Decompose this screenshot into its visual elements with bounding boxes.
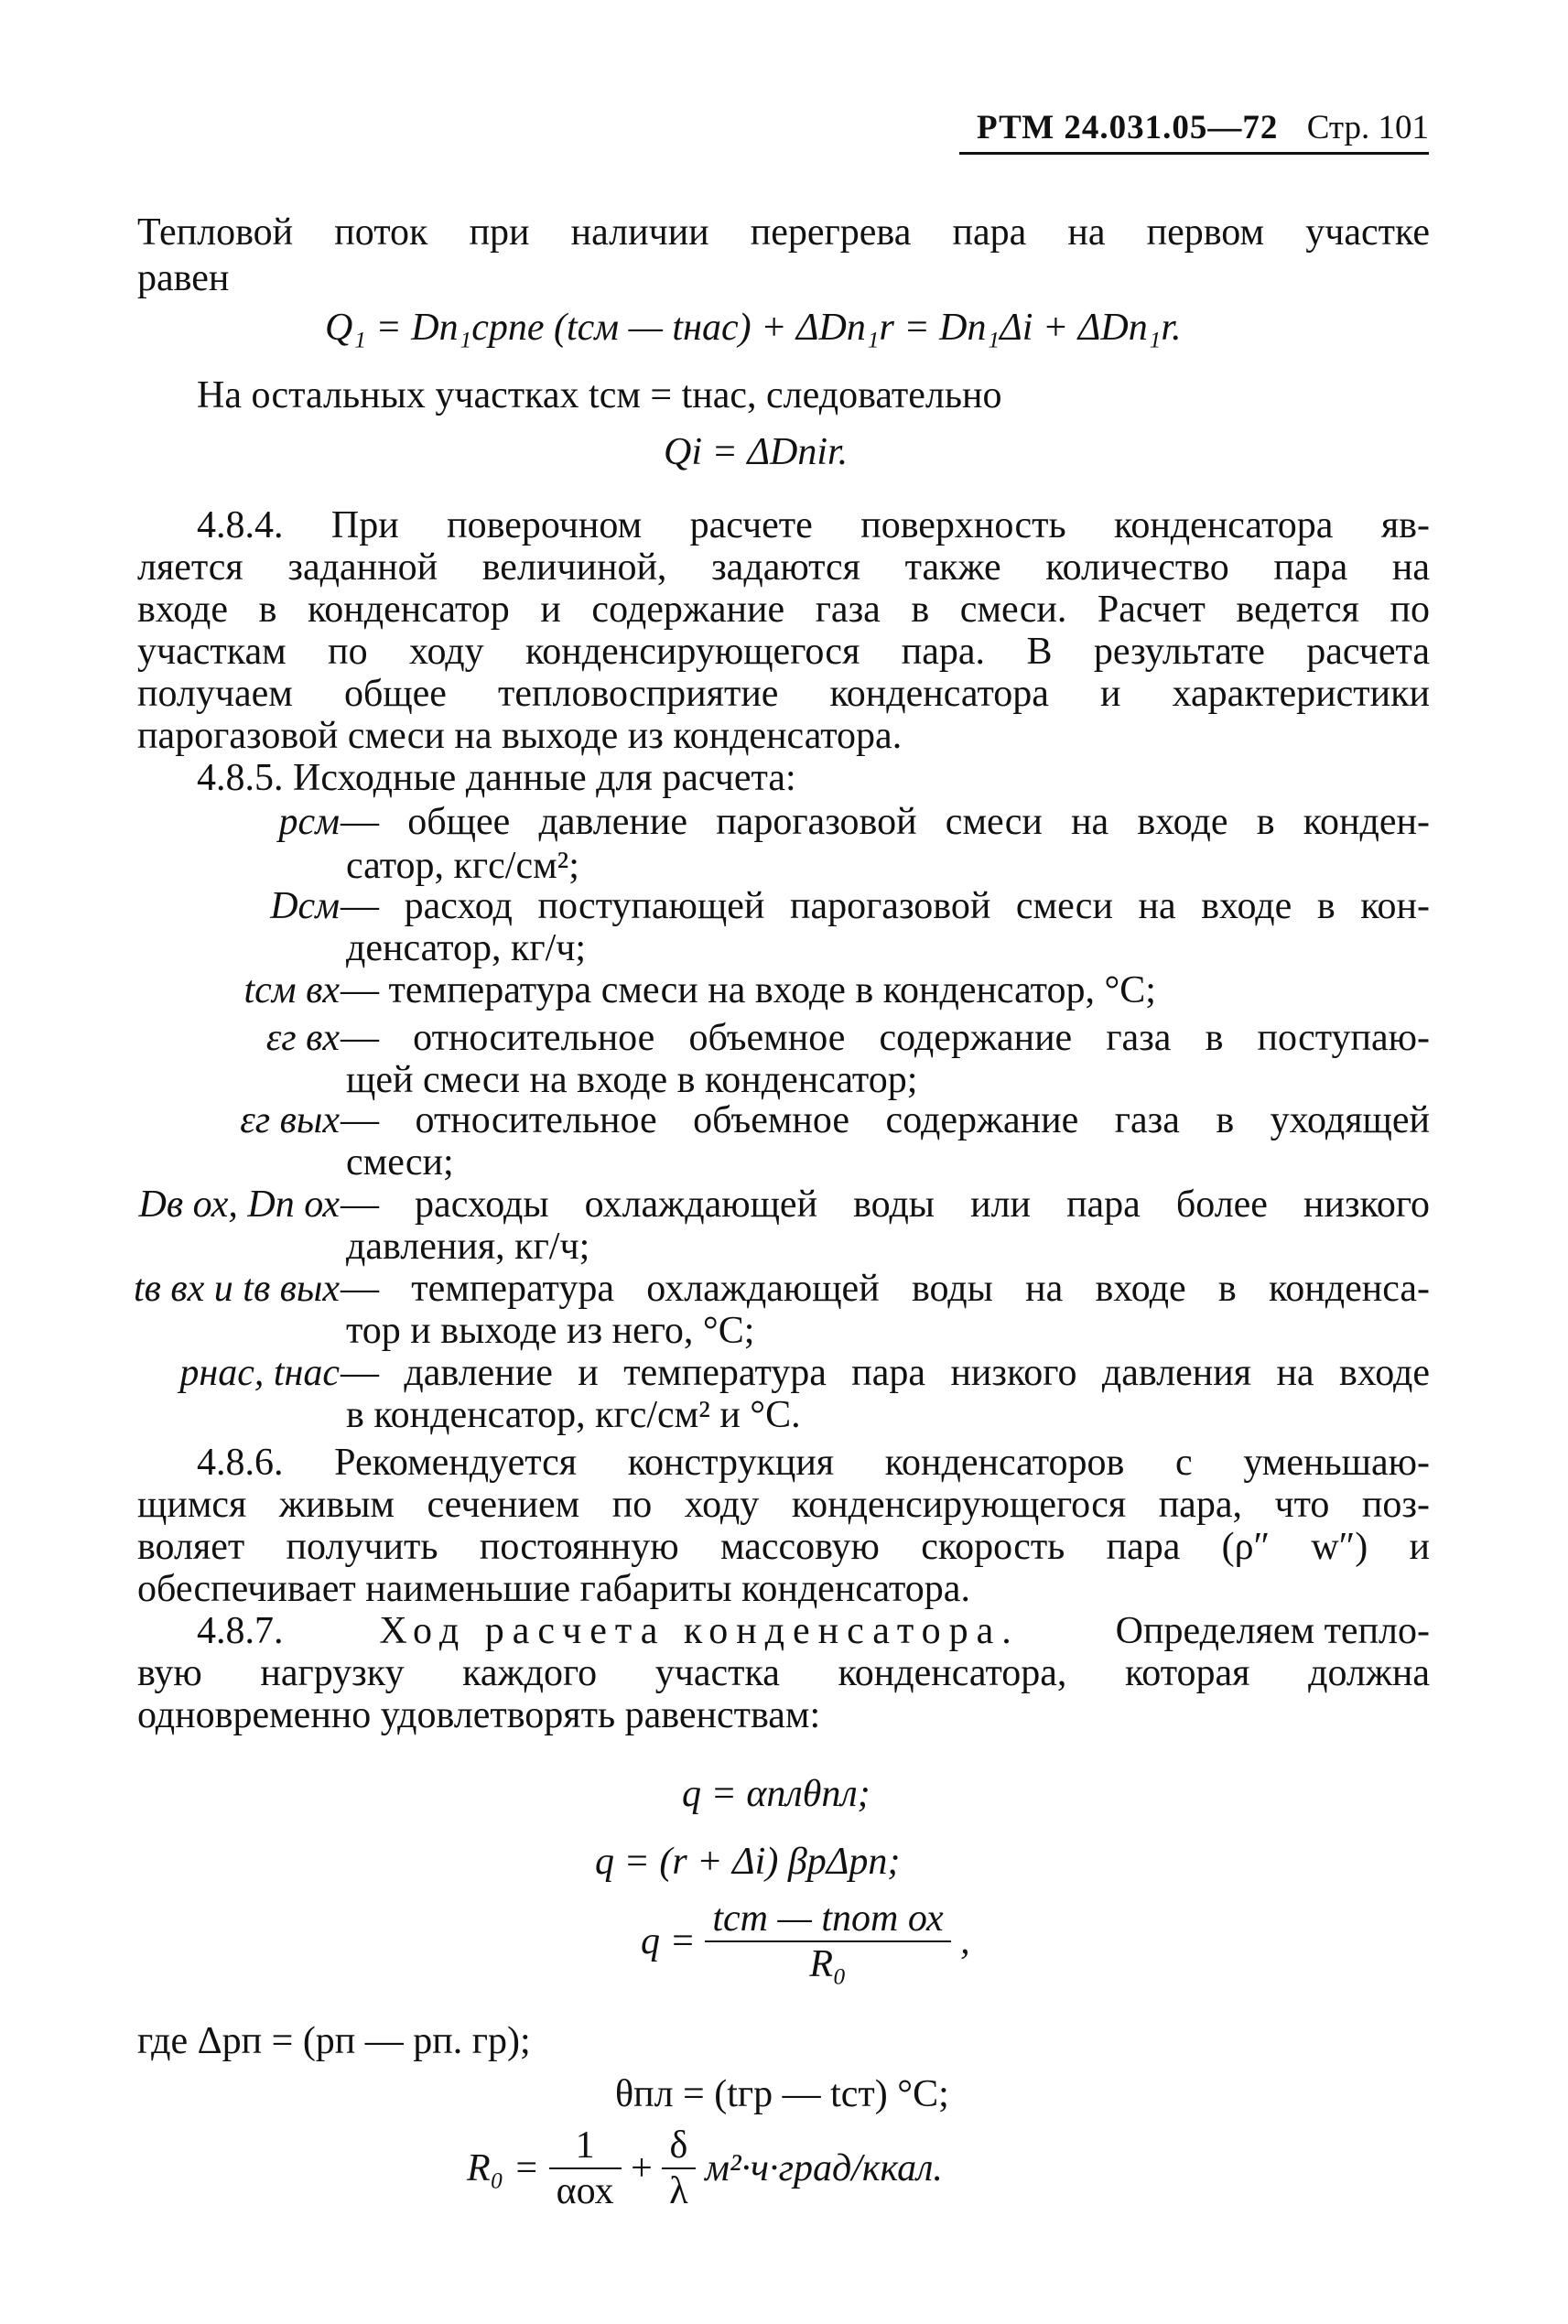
definition-line: — расход поступающей парогазовой смеси на входе в кон- (341, 885, 1430, 927)
fraction (705, 1897, 950, 1986)
fraction-numerator: δ (662, 2124, 695, 2169)
definition-line: — расходы охлаждающей воды или пара более низкого (341, 1184, 1430, 1226)
section-4-8-4-line: ляется заданной величиной, задаются также количество пара на (137, 546, 1430, 589)
section-4-8-5-title: 4.8.5. Исходные данные для расчета: (197, 757, 796, 799)
equation-tail: , (960, 1920, 970, 1962)
section-4-8-7-line: одновременно удовлетворять равенствам: (137, 1694, 821, 1736)
symbol-d-coolant: Dв ох, Dп ох (138, 1184, 340, 1226)
page-number: Стр. 101 (1306, 109, 1429, 146)
section-4-8-4-line: 4.8.4. При поверочном расчете поверхность конденсатора яв- (197, 504, 1430, 546)
fraction-denominator: αох (556, 2170, 614, 2212)
section-4-8-4-line: участкам по ходу конденсирующегося пара. В результате расчета (137, 631, 1430, 673)
definition-line: давления, кг/ч; (346, 1226, 590, 1268)
section-4-8-6-line: 4.8.6. Рекомендуется конструкция конденсаторов с уменьшаю- (197, 1442, 1430, 1484)
section-4-8-6-line: обеспечивает наименьшие габариты конденсатора. (137, 1568, 970, 1610)
definition-line: в конденсатор, кгс/см² и °С. (346, 1394, 801, 1436)
equation-units: м²·ч·град/ккал. (705, 2147, 943, 2189)
spaced-heading: Ход расчета конденсатора. (379, 1610, 1020, 1652)
symbol-eps-in: εг вх (265, 1017, 340, 1059)
equation-qi: Qi = ΔDпir. (664, 431, 849, 473)
equation-lhs: q = (641, 1920, 696, 1962)
definition-line: — относительное объемное содержание газа в уходящей (341, 1099, 1430, 1141)
symbol-p-t-sat: pнас, tнас (179, 1352, 340, 1394)
paragraph-line: На остальных участках tсм = tнас, следовательно (197, 374, 1002, 416)
symbol-t-water: tв вх и tв вых (134, 1268, 340, 1310)
definition-line: тор и выходе из него, °С; (346, 1310, 755, 1352)
section-4-8-4-line: парогазовой смеси на выходе из конденсатора. (137, 715, 903, 757)
fraction-numerator: tст — tпот ох (705, 1897, 950, 1942)
equation-q-beta: q = (r + Δi) βpΔpп; (595, 1841, 901, 1883)
section-4-8-4-line: входе в конденсатор и содержание газа в смеси. Расчет ведется по (137, 589, 1430, 631)
fraction-denominator: R₀ (809, 1943, 847, 1985)
equation-q-fraction (641, 1897, 970, 1986)
symbol-p-cm: pсм (278, 801, 340, 843)
section-4-8-7-line (197, 1609, 1430, 1653)
paragraph-line: Тепловой поток при наличии перегрева пара на первом участке (137, 211, 1430, 254)
equation-lhs: R₀ = (467, 2147, 540, 2189)
paragraph-line: равен (137, 257, 230, 299)
header-rule (959, 152, 1429, 155)
definition-line: — общее давление парогазовой смеси на входе в конден- (341, 801, 1430, 843)
definition-line: — относительное объемное содержание газа в поступаю- (341, 1017, 1430, 1059)
fraction-delta-over-lambda (662, 2124, 695, 2213)
symbol-eps-out: εг вых (240, 1099, 340, 1141)
section-number: 4.8.7. (197, 1610, 284, 1652)
section-4-8-6-line: воляет получить постоянную массовую скорость пара (ρ″ w″) и (137, 1526, 1430, 1568)
definition-line: денсатор, кг/ч; (346, 927, 587, 969)
equation-r0 (467, 2124, 943, 2213)
definition-line: — давление и температура пара низкого давления на входе (341, 1352, 1430, 1394)
fraction-1-over-alpha (549, 2124, 622, 2213)
equation-q-alpha: q = αплθпл; (682, 1773, 871, 1815)
section-4-8-4-line: получаем общее тепловосприятие конденсатора и характеристики (137, 673, 1430, 715)
plus-sign: + (631, 2147, 653, 2189)
section-text: Определяем тепло- (1115, 1610, 1430, 1652)
definition-line: смеси; (346, 1141, 454, 1184)
where-clause: где Δpп = (pп — pп. гр); (137, 2020, 531, 2062)
fraction-denominator: λ (669, 2170, 688, 2212)
definition-line: — температура смеси на входе в конденсатор, °С; (341, 969, 1156, 1011)
definition-line: — температура охлаждающей воды на входе в конденса- (341, 1268, 1430, 1310)
equation-theta: θпл = (tгр — tст) °С; (615, 2073, 949, 2115)
equation-q1: Q₁ = Dп₁cрпе (tсм — tнас) + ΔDп₁r = Dп₁Δi + ΔDп₁r. (325, 307, 1182, 349)
section-4-8-6-line: щимся живым сечением по ходу конденсирующегося пара, что поз- (137, 1484, 1430, 1526)
doc-code: РТМ 24.031.05—72 (977, 109, 1279, 146)
symbol-d-cm: Dсм (270, 885, 340, 927)
definition-line: щей смеси на входе в конденсатор; (346, 1059, 918, 1101)
definition-line: сатор, кгс/см²; (346, 845, 579, 887)
fraction-numerator: 1 (549, 2124, 622, 2169)
symbol-t-cm-in: tсм вх (243, 969, 340, 1011)
running-header (977, 108, 1429, 147)
section-4-8-7-line: вую нагрузку каждого участка конденсатора, которая должна (137, 1652, 1430, 1694)
